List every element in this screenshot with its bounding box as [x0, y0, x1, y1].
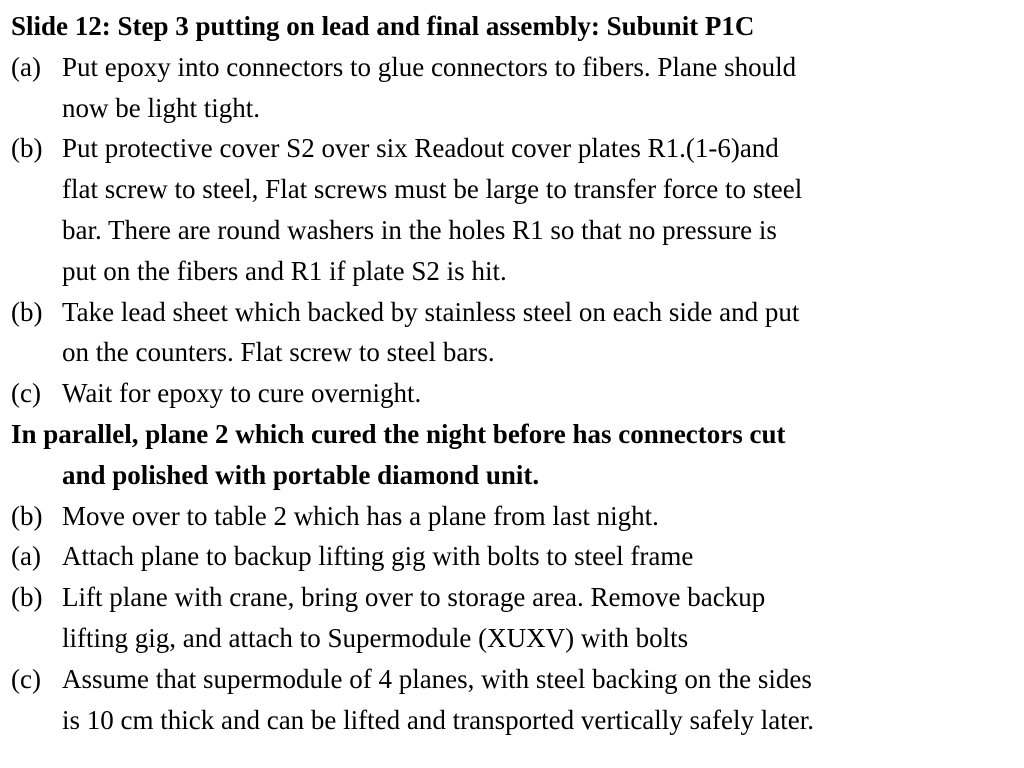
- list-item: [11, 577, 1017, 659]
- item-marker: (a): [11, 51, 41, 82]
- item-text: [62, 659, 1017, 741]
- item-text: [62, 496, 1017, 537]
- item-line: Take lead sheet which backed by stainless steel on each side and put: [62, 296, 800, 327]
- list-item: [11, 496, 1017, 537]
- item-line: Put epoxy into connectors to glue connectors to fibers. Plane should: [62, 51, 797, 82]
- list-item: [11, 536, 1017, 577]
- item-line: is 10 cm thick and can be lifted and transported vertically safely later.: [62, 704, 814, 735]
- item-text: [62, 577, 1017, 659]
- slide-content: [11, 6, 1017, 740]
- item-line: Attach plane to backup lifting gig with bolts to steel frame: [62, 541, 694, 572]
- slide-title: Slide 12: Step 3 putting on lead and final assembly: Subunit P1C: [11, 11, 755, 41]
- item-marker: (c): [11, 378, 41, 409]
- item-marker: (c): [11, 663, 41, 694]
- item-line: Wait for epoxy to cure overnight.: [62, 378, 422, 409]
- item-line: bar. There are round washers in the holes R1 so that no pressure is: [62, 214, 777, 245]
- item-marker: (b): [11, 133, 43, 164]
- item-text: [62, 128, 1017, 291]
- item-text: [62, 373, 1017, 414]
- list-item: [11, 659, 1017, 741]
- item-line: Assume that supermodule of 4 planes, with steel backing on the sides: [62, 663, 812, 694]
- item-text: [62, 292, 1017, 374]
- item-line: flat screw to steel, Flat screws must be large to transfer force to steel: [62, 174, 803, 205]
- list-item: [11, 373, 1017, 414]
- item-text: [62, 536, 1017, 577]
- item-marker: (a): [11, 541, 41, 572]
- list-item: [11, 128, 1017, 291]
- item-line: now be light tight.: [62, 92, 260, 123]
- item-line: put on the fibers and R1 if plate S2 is hit.: [62, 255, 507, 286]
- list-item: [11, 47, 1017, 129]
- item-line: Move over to table 2 which has a plane from last night.: [62, 500, 659, 531]
- item-text: [62, 47, 1017, 129]
- list-item: [11, 292, 1017, 374]
- item-marker: (b): [11, 582, 43, 613]
- item-line: on the counters. Flat screw to steel bars.: [62, 337, 495, 368]
- item-line: Put protective cover S2 over six Readout cover plates R1.(1-6)and: [62, 133, 779, 164]
- parallel-heading-line-1: In parallel, plane 2 which cured the night before has connectors cut: [11, 418, 786, 449]
- item-line: Lift plane with crane, bring over to storage area. Remove backup: [62, 582, 766, 613]
- item-line: lifting gig, and attach to Supermodule (XUXV) with bolts: [62, 622, 689, 653]
- parallel-heading-line-2: and polished with portable diamond unit.: [62, 459, 540, 490]
- item-marker: (b): [11, 500, 43, 531]
- item-marker: (b): [11, 296, 43, 327]
